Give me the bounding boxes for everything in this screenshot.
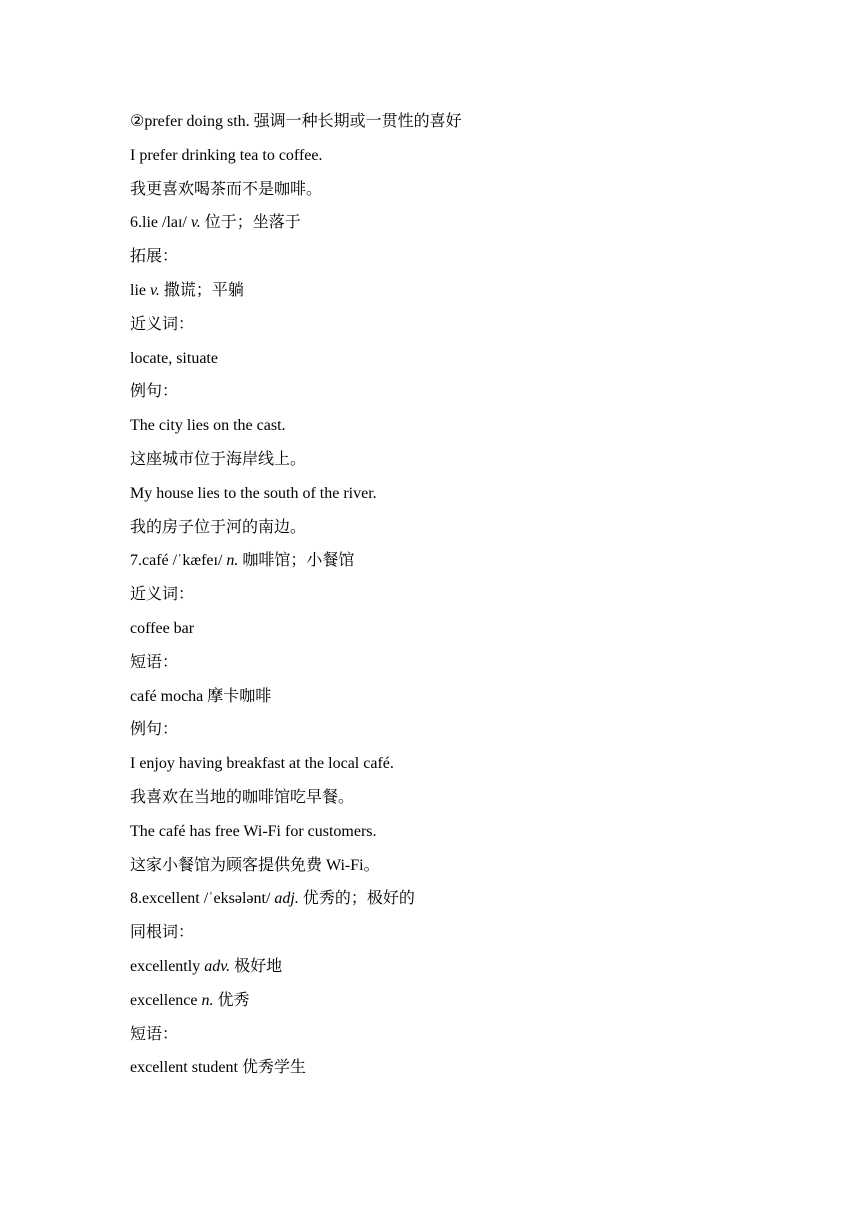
section-label: 短语： — [130, 653, 179, 671]
example-sentence-zh: 我喜欢在当地的咖啡馆吃早餐。 — [130, 788, 355, 806]
vocab-entry-excellent: 8.excellent /ˈeksələnt/ adj. 优秀的；极好的 — [130, 890, 415, 908]
section-label: 例句： — [130, 721, 179, 739]
text-line: ②prefer doing sth. 强调一种长期或一贯性的喜好 — [130, 113, 462, 130]
section-label: 近义词： — [130, 315, 195, 333]
vocab-entry-cafe: 7.café /ˈkæfeɪ/ n. 咖啡馆；小餐馆 — [130, 552, 355, 570]
example-sentence-zh: 这家小餐馆为顾客提供免费 Wi-Fi。 — [130, 856, 380, 874]
example-sentence-en: The café has free Wi-Fi for customers. — [130, 822, 377, 840]
text-line: excellent student 优秀学生 — [130, 1059, 306, 1077]
text-line: locate, situate — [130, 349, 218, 367]
section-label: 短语： — [130, 1025, 179, 1043]
text-line: excellently adv. 极好地 — [130, 957, 283, 975]
example-sentence-en: My house lies to the south of the river. — [130, 484, 377, 502]
text-line: excellence n. 优秀 — [130, 991, 250, 1009]
text-line: coffee bar — [130, 619, 195, 637]
example-sentence-en: The city lies on the cast. — [130, 417, 286, 435]
section-label: 同根词： — [130, 924, 195, 942]
example-sentence-en: I enjoy having breakfast at the local café. — [130, 755, 394, 773]
text-line: café mocha 摩卡咖啡 — [130, 687, 272, 705]
example-sentence-zh: 我更喜欢喝茶而不是咖啡。 — [130, 180, 323, 198]
text-line: lie v. 撒谎；平躺 — [130, 281, 244, 299]
example-sentence-zh: 我的房子位于河的南边。 — [130, 518, 307, 536]
vocab-entry-lie: 6.lie /laɪ/ v. 位于；坐落于 — [130, 214, 301, 232]
section-label: 近义词： — [130, 586, 195, 604]
section-label: 拓展： — [130, 248, 179, 266]
section-label: 例句： — [130, 383, 179, 401]
document-body — [130, 109, 790, 1089]
example-sentence-en: I prefer drinking tea to coffee. — [130, 146, 323, 164]
example-sentence-zh: 这座城市位于海岸线上。 — [130, 450, 307, 468]
